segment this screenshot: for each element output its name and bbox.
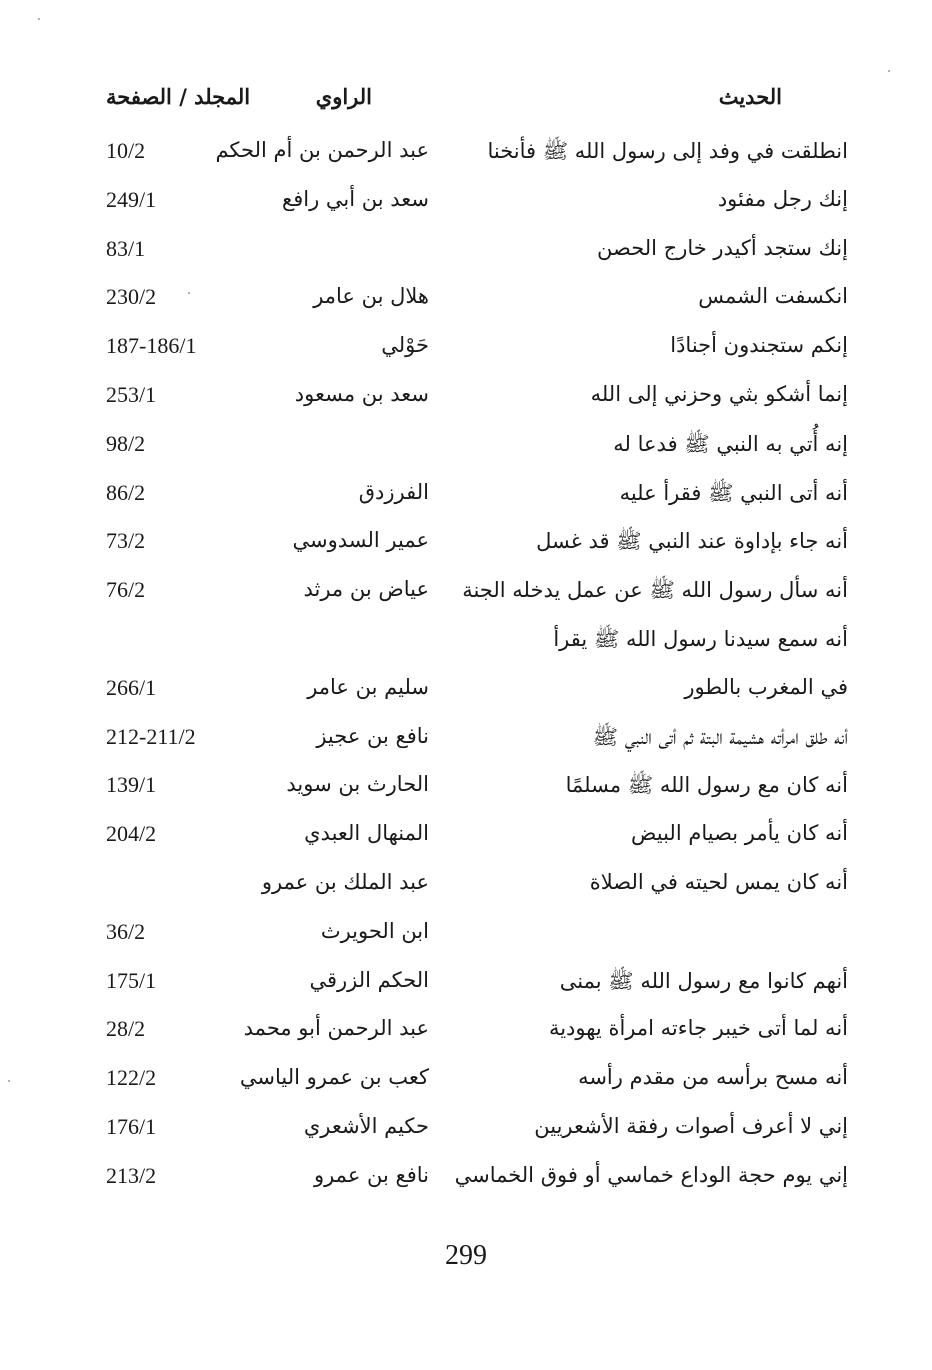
table-row [0, 962, 932, 1011]
narrator-name: كعب بن عمرو الياسي [239, 1065, 429, 1090]
hadith-text: أنه كان مع رسول الله ﷺ مسلمًا [565, 773, 848, 798]
table-row [0, 132, 932, 181]
table-row [0, 718, 932, 767]
scan-speck [888, 70, 890, 72]
hadith-text: أنه كان يمس لحيته في الصلاة [589, 869, 848, 894]
header-narrator: الراوي [315, 84, 372, 109]
hadith-text: إني يوم حجة الوداع خماسي أو فوق الخماسي [454, 1162, 848, 1187]
table-row [0, 766, 932, 815]
table-row [0, 913, 932, 962]
table-row [0, 230, 932, 279]
hadith-text: إنه أُتي به النبي ﷺ فدعا له [613, 431, 848, 456]
page-number: 299 [445, 1240, 487, 1271]
volume-page-ref: 253/1 [106, 381, 157, 407]
hadith-text: أنه كان يأمر بصيام البيض [631, 821, 848, 846]
hadith-text: أنه جاء بإداوة عند النبي ﷺ قد غسل [536, 529, 848, 554]
narrator-name: سليم بن عامر [307, 674, 429, 699]
narrator-name: الحارث بن سويد [286, 772, 429, 797]
table-header [0, 84, 932, 114]
volume-page-ref: 86/2 [106, 479, 146, 505]
hadith-text: أنه سأل رسول الله ﷺ عن عمل يدخله الجنة [462, 578, 848, 603]
narrator-name: نافع بن عمرو [313, 1162, 429, 1187]
table-row [0, 571, 932, 620]
table-row [0, 1157, 932, 1206]
volume-page-ref: 212-211/2 [106, 723, 196, 749]
hadith-text: أنه سمع سيدنا رسول الله ﷺ يقرأ [553, 626, 848, 651]
volume-page-ref: 176/1 [106, 1113, 157, 1139]
hadith-text: أنه طلق امرأته هشيمة البتة ثم أتى النبي ﷺ [592, 724, 848, 749]
volume-page-ref: 28/2 [106, 1016, 146, 1042]
narrator-name: الحكم الزرقي [309, 967, 429, 992]
volume-page-ref: 175/1 [106, 967, 157, 993]
scan-speck [8, 1080, 10, 1082]
volume-page-ref: 213/2 [106, 1162, 157, 1188]
hadith-text: أنه أتى النبي ﷺ فقرأ عليه [619, 480, 848, 505]
narrator-name: الفرزدق [358, 479, 429, 504]
hadith-text: أنهم كانوا مع رسول الله ﷺ بمنى [559, 968, 848, 993]
table-row [0, 1059, 932, 1108]
hadith-text: إنكم ستجندون أجنادًا [670, 333, 848, 358]
narrator-name: ابن الحويرث [320, 918, 429, 943]
volume-page-ref: 204/2 [106, 821, 157, 847]
narrator-name: حَوْلي [381, 333, 429, 358]
table-row [0, 425, 932, 474]
hadith-index-table [0, 132, 932, 1206]
narrator-name: عبد الملك بن عمرو [261, 869, 429, 894]
table-row [0, 620, 932, 669]
narrator-name: هلال بن عامر [313, 284, 429, 309]
table-row [0, 376, 932, 425]
hadith-text: انطلقت في وفد إلى رسول الله ﷺ فأنخنا [487, 139, 848, 163]
table-row [0, 327, 932, 376]
table-row [0, 1108, 932, 1157]
volume-page-ref: 36/2 [106, 918, 146, 944]
volume-page-ref: 187-186/1 [106, 333, 197, 359]
hadith-text: أنه لما أتى خيبر جاءته امرأة يهودية [548, 1016, 848, 1041]
volume-page-ref: 83/1 [106, 235, 146, 261]
table-row [0, 278, 932, 327]
narrator-name: حكيم الأشعري [303, 1113, 429, 1138]
volume-page-ref: 266/1 [106, 674, 157, 700]
volume-page-ref: 73/2 [106, 528, 146, 554]
volume-page-ref: 139/1 [106, 772, 157, 798]
header-volume-page: المجلد / الصفحة [106, 84, 251, 109]
narrator-name: عبد الرحمن أبو محمد [243, 1016, 429, 1041]
table-row [0, 815, 932, 864]
hadith-text: إنك رجل مفئود [717, 186, 848, 211]
volume-page-ref: 10/2 [106, 138, 146, 163]
table-row [0, 864, 932, 913]
hadith-text: إنك ستجد أكيدر خارج الحصن [597, 235, 848, 260]
volume-page-ref: 98/2 [106, 430, 146, 456]
volume-page-ref: 230/2 [106, 284, 157, 310]
narrator-name: نافع بن عجيز [316, 723, 429, 748]
narrator-name: سعد بن مسعود [294, 381, 429, 406]
scan-speck [38, 18, 40, 20]
table-row [0, 181, 932, 230]
volume-page-ref: 122/2 [106, 1065, 157, 1091]
table-row [0, 669, 932, 718]
narrator-name: المنهال العبدي [304, 821, 429, 846]
narrator-name: سعد بن أبي رافع [282, 186, 429, 211]
hadith-text: إني لا أعرف أصوات رفقة الأشعريين [534, 1113, 848, 1138]
hadith-text: أنه مسح برأسه من مقدم رأسه [578, 1065, 848, 1090]
scan-speck [188, 292, 190, 294]
hadith-text: في المغرب بالطور [684, 674, 848, 699]
volume-page-ref: 249/1 [106, 186, 157, 212]
table-row [0, 1010, 932, 1059]
volume-page-ref: 76/2 [106, 577, 146, 603]
table-row [0, 522, 932, 571]
narrator-name: عياض بن مرثد [303, 577, 429, 602]
narrator-name: عبد الرحمن بن أم الحكم [215, 138, 429, 162]
table-row [0, 474, 932, 523]
narrator-name: عمير السدوسي [292, 528, 429, 553]
hadith-text: إنما أشكو بثي وحزني إلى الله [590, 381, 848, 406]
header-hadith: الحديث [718, 84, 782, 109]
hadith-text: انكسفت الشمس [698, 284, 848, 309]
